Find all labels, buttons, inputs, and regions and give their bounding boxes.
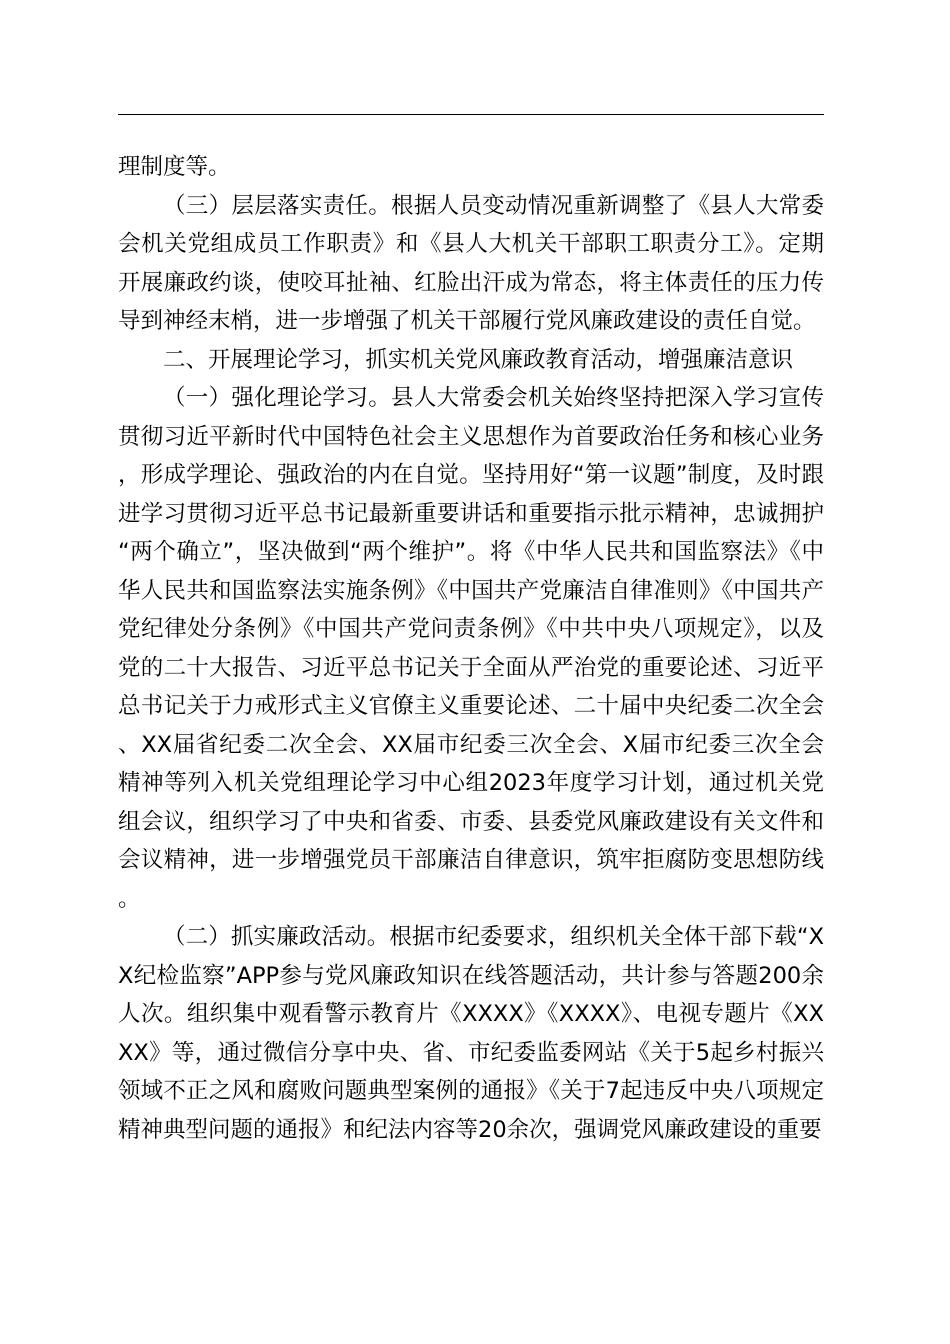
paragraph-integrity-activities: （二）抓实廉政活动。根据市纪委要求，组织机关全体干部下载“XX纪检监察”APP参与党风廉政知识在线答题活动，共计参与答题200余人次。组织集中观看警示教育片《XXXX》《XXXX》、电视专题片《XXXX》等，通过微信分享中央、省、市纪委监委网站《关于5起乡村振兴领域不正之风和腐败问题典型案例的通报》《关于7起违反中央八项规定精神典型问题的通报》和纪法内容等20余次，强调党风廉政建设的重要 (118, 924, 824, 1143)
paragraph-implement-responsibility: （三）层层落实责任。根据人员变动情况重新调整了《县人大常委会机关党组成员工作职责》和《县人大机关干部职工职责分工》。定期开展廉政约谈，使咬耳扯袖、红脸出汗成为常态，将主体责任的压力传导到神经末梢，进一步增强了机关干部履行党风廉政建设的责任自觉。 (118, 192, 824, 334)
header-rule (118, 114, 824, 115)
paragraph-theory-study: （一）强化理论学习。县人大常委会机关始终坚持把深入学习宣传贯彻习近平新时代中国特色社会主义思想作为首要政治任务和核心业务，形成学理论、强政治的内在自觉。坚持用好“第一议题”制度，及时跟进学习贯彻习近平总书记最新重要讲话和重要指示批示精神，忠诚拥护“两个确立”，坚决做到“两个维护”。将《中华人民共和国监察法》《中华人民共和国监察法实施条例》《中国共产党廉洁自律准则》《中国共产党纪律处分条例》《中国共产党问责条例》《中共中央八项规定》，以及党的二十大报告、习近平总书记关于全面从严治党的重要论述、习近平总书记关于力戒形式主义官僚主义重要论述、二十届中央纪委二次全会、XX届省纪委二次全会、XX届市纪委三次全会、X届市纪委三次全会精神等列入机关党组理论学习中心组2023年度学习计划，通过机关党组会议，组织学习了中央和省委、市委、县委党风廉政建设有关文件和会议精神，进一步增强党员干部廉洁自律意识，筑牢拒腐防变思想防线。 (118, 385, 824, 912)
document-body (118, 148, 824, 1149)
paragraph-continuation: 理制度等。 (118, 154, 231, 180)
section-heading-theory-study: 二、开展理论学习，抓实机关党风廉政教育活动，增强廉洁意识 (163, 346, 794, 373)
